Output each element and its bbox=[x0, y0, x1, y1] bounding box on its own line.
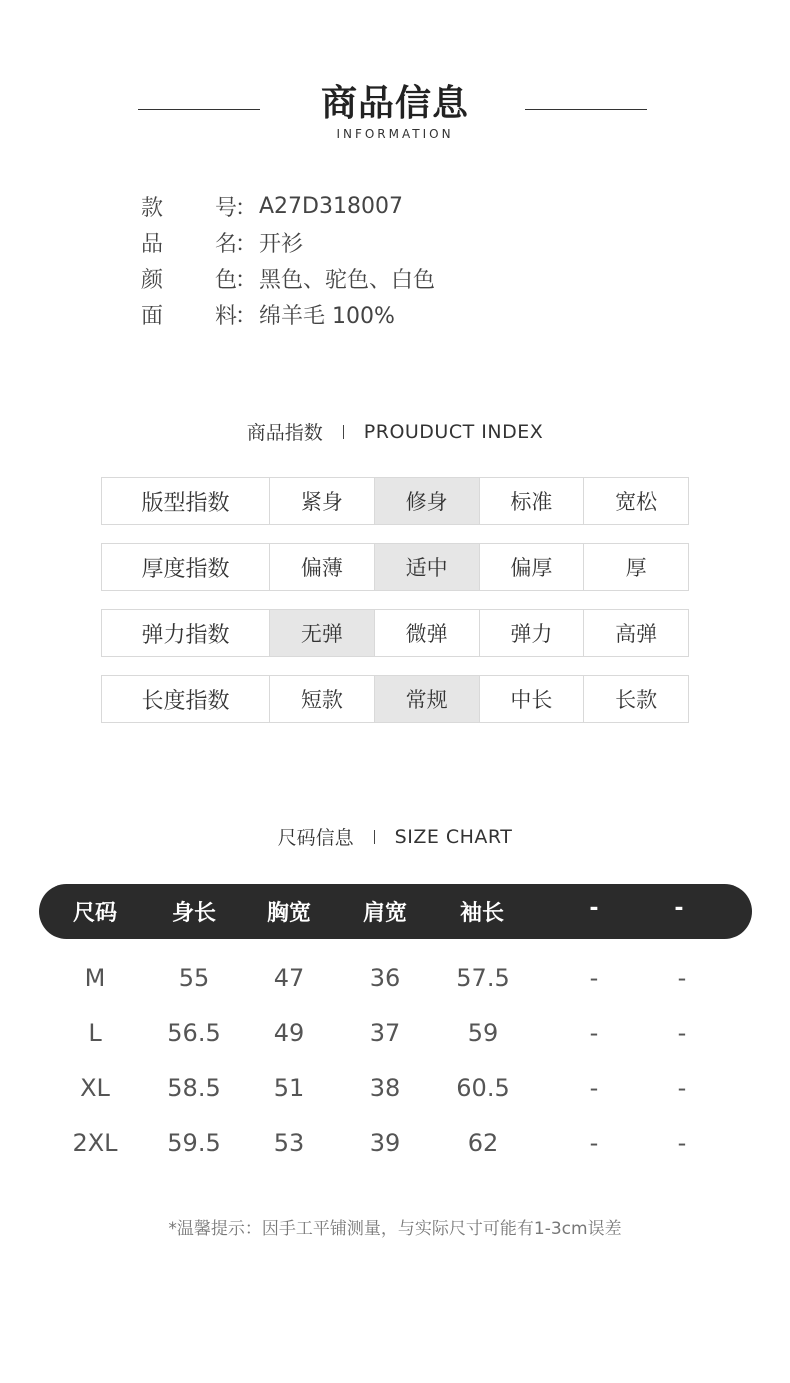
index-label: 版型指数 bbox=[102, 478, 270, 524]
size-cell: 51 bbox=[273, 1074, 305, 1102]
size-cell: - bbox=[677, 1074, 687, 1102]
info-colon: ： bbox=[235, 231, 258, 257]
info-row-name bbox=[141, 224, 435, 260]
index-row-elasticity bbox=[101, 609, 689, 657]
table-row bbox=[0, 1005, 790, 1060]
size-cell: - bbox=[677, 1019, 687, 1047]
size-cell: 47 bbox=[273, 964, 305, 992]
info-label: 面 料 bbox=[141, 303, 237, 329]
size-cell: 56.5 bbox=[167, 1019, 221, 1047]
page-title: 商品信息 bbox=[320, 83, 469, 124]
index-section-heading bbox=[0, 418, 790, 445]
size-chart-header bbox=[39, 884, 752, 939]
size-header-cell: 胸宽 bbox=[266, 901, 311, 926]
info-label: 颜 色 bbox=[141, 267, 237, 293]
size-cell: 58.5 bbox=[167, 1074, 221, 1102]
size-cell: 36 bbox=[369, 964, 401, 992]
product-index-table bbox=[101, 477, 689, 741]
index-option-selected: 常规 bbox=[375, 676, 480, 722]
size-cell: 2XL bbox=[72, 1129, 118, 1157]
info-value: 绵羊毛 100% bbox=[259, 303, 395, 329]
index-option-selected: 适中 bbox=[375, 544, 480, 590]
size-header-cell: - bbox=[589, 896, 599, 921]
size-cell: L bbox=[88, 1019, 102, 1047]
info-value: A27D318007 bbox=[259, 193, 403, 219]
size-section-title-cn: 尺码信息 bbox=[277, 827, 354, 849]
size-cell: 62 bbox=[467, 1129, 499, 1157]
table-row bbox=[0, 950, 790, 1005]
info-colon: ： bbox=[235, 195, 258, 221]
info-value: 开衫 bbox=[259, 231, 304, 257]
index-option: 高弹 bbox=[615, 622, 658, 646]
index-label: 弹力指数 bbox=[102, 610, 270, 656]
size-header-cell: 尺码 bbox=[72, 901, 117, 926]
size-cell: 53 bbox=[273, 1129, 305, 1157]
size-cell: - bbox=[589, 964, 599, 992]
size-cell: 37 bbox=[369, 1019, 401, 1047]
size-section-heading bbox=[0, 823, 790, 850]
size-cell: - bbox=[677, 1129, 687, 1157]
index-option: 长款 bbox=[615, 688, 658, 712]
size-cell: 55 bbox=[178, 964, 210, 992]
index-section-title-cn: 商品指数 bbox=[246, 422, 323, 444]
index-option: 偏薄 bbox=[270, 544, 375, 590]
index-section-title-en: PROUDUCT INDEX bbox=[363, 420, 544, 443]
size-header-cell: 袖长 bbox=[459, 901, 504, 926]
size-header-cell: - bbox=[674, 896, 684, 921]
index-option: 微弹 bbox=[375, 610, 480, 656]
index-option: 厚 bbox=[625, 556, 647, 580]
size-header-cell: 身长 bbox=[171, 901, 216, 926]
index-option: 宽松 bbox=[615, 490, 658, 514]
index-option: 中长 bbox=[480, 676, 585, 722]
info-label: 品 名 bbox=[141, 231, 237, 257]
index-label: 长度指数 bbox=[102, 676, 270, 722]
size-cell: 59 bbox=[467, 1019, 499, 1047]
size-cell: M bbox=[84, 964, 106, 992]
index-row-thickness bbox=[101, 543, 689, 591]
index-option-selected: 无弹 bbox=[270, 610, 375, 656]
size-cell: - bbox=[677, 964, 687, 992]
index-option-selected: 修身 bbox=[375, 478, 480, 524]
size-cell: 57.5 bbox=[456, 964, 510, 992]
index-option: 标准 bbox=[480, 478, 585, 524]
heading-separator bbox=[374, 830, 375, 844]
product-info-list bbox=[141, 188, 435, 332]
info-colon: ： bbox=[235, 303, 258, 329]
size-cell: 49 bbox=[273, 1019, 305, 1047]
size-cell: 39 bbox=[369, 1129, 401, 1157]
page-subtitle: INFORMATION bbox=[336, 127, 454, 141]
title-divider-right bbox=[525, 109, 647, 110]
index-option: 紧身 bbox=[270, 478, 375, 524]
index-row-fit bbox=[101, 477, 689, 525]
heading-separator bbox=[343, 425, 344, 439]
info-colon: ： bbox=[235, 267, 258, 293]
size-section-title-en: SIZE CHART bbox=[394, 825, 513, 848]
size-chart-body bbox=[0, 950, 790, 1170]
info-row-color bbox=[141, 260, 435, 296]
table-row bbox=[0, 1060, 790, 1115]
size-cell: - bbox=[589, 1019, 599, 1047]
index-row-length bbox=[101, 675, 689, 723]
size-header-cell: 肩宽 bbox=[362, 901, 407, 926]
measurement-note: *温馨提示：因手工平铺测量，与实际尺寸可能有1-3cm误差 bbox=[168, 1219, 622, 1239]
index-option: 弹力 bbox=[480, 610, 585, 656]
table-row bbox=[0, 1115, 790, 1170]
info-row-style-no bbox=[141, 188, 435, 224]
index-option: 偏厚 bbox=[480, 544, 585, 590]
size-cell: - bbox=[589, 1129, 599, 1157]
size-cell: 60.5 bbox=[456, 1074, 510, 1102]
info-value: 黑色、驼色、白色 bbox=[259, 267, 436, 293]
page-title-block bbox=[0, 80, 790, 150]
size-cell: 38 bbox=[369, 1074, 401, 1102]
size-cell: 59.5 bbox=[167, 1129, 221, 1157]
size-cell: XL bbox=[80, 1074, 110, 1102]
size-cell: - bbox=[589, 1074, 599, 1102]
index-option: 短款 bbox=[270, 676, 375, 722]
info-label: 款 号 bbox=[141, 195, 237, 221]
index-label: 厚度指数 bbox=[102, 544, 270, 590]
info-row-material bbox=[141, 296, 435, 332]
